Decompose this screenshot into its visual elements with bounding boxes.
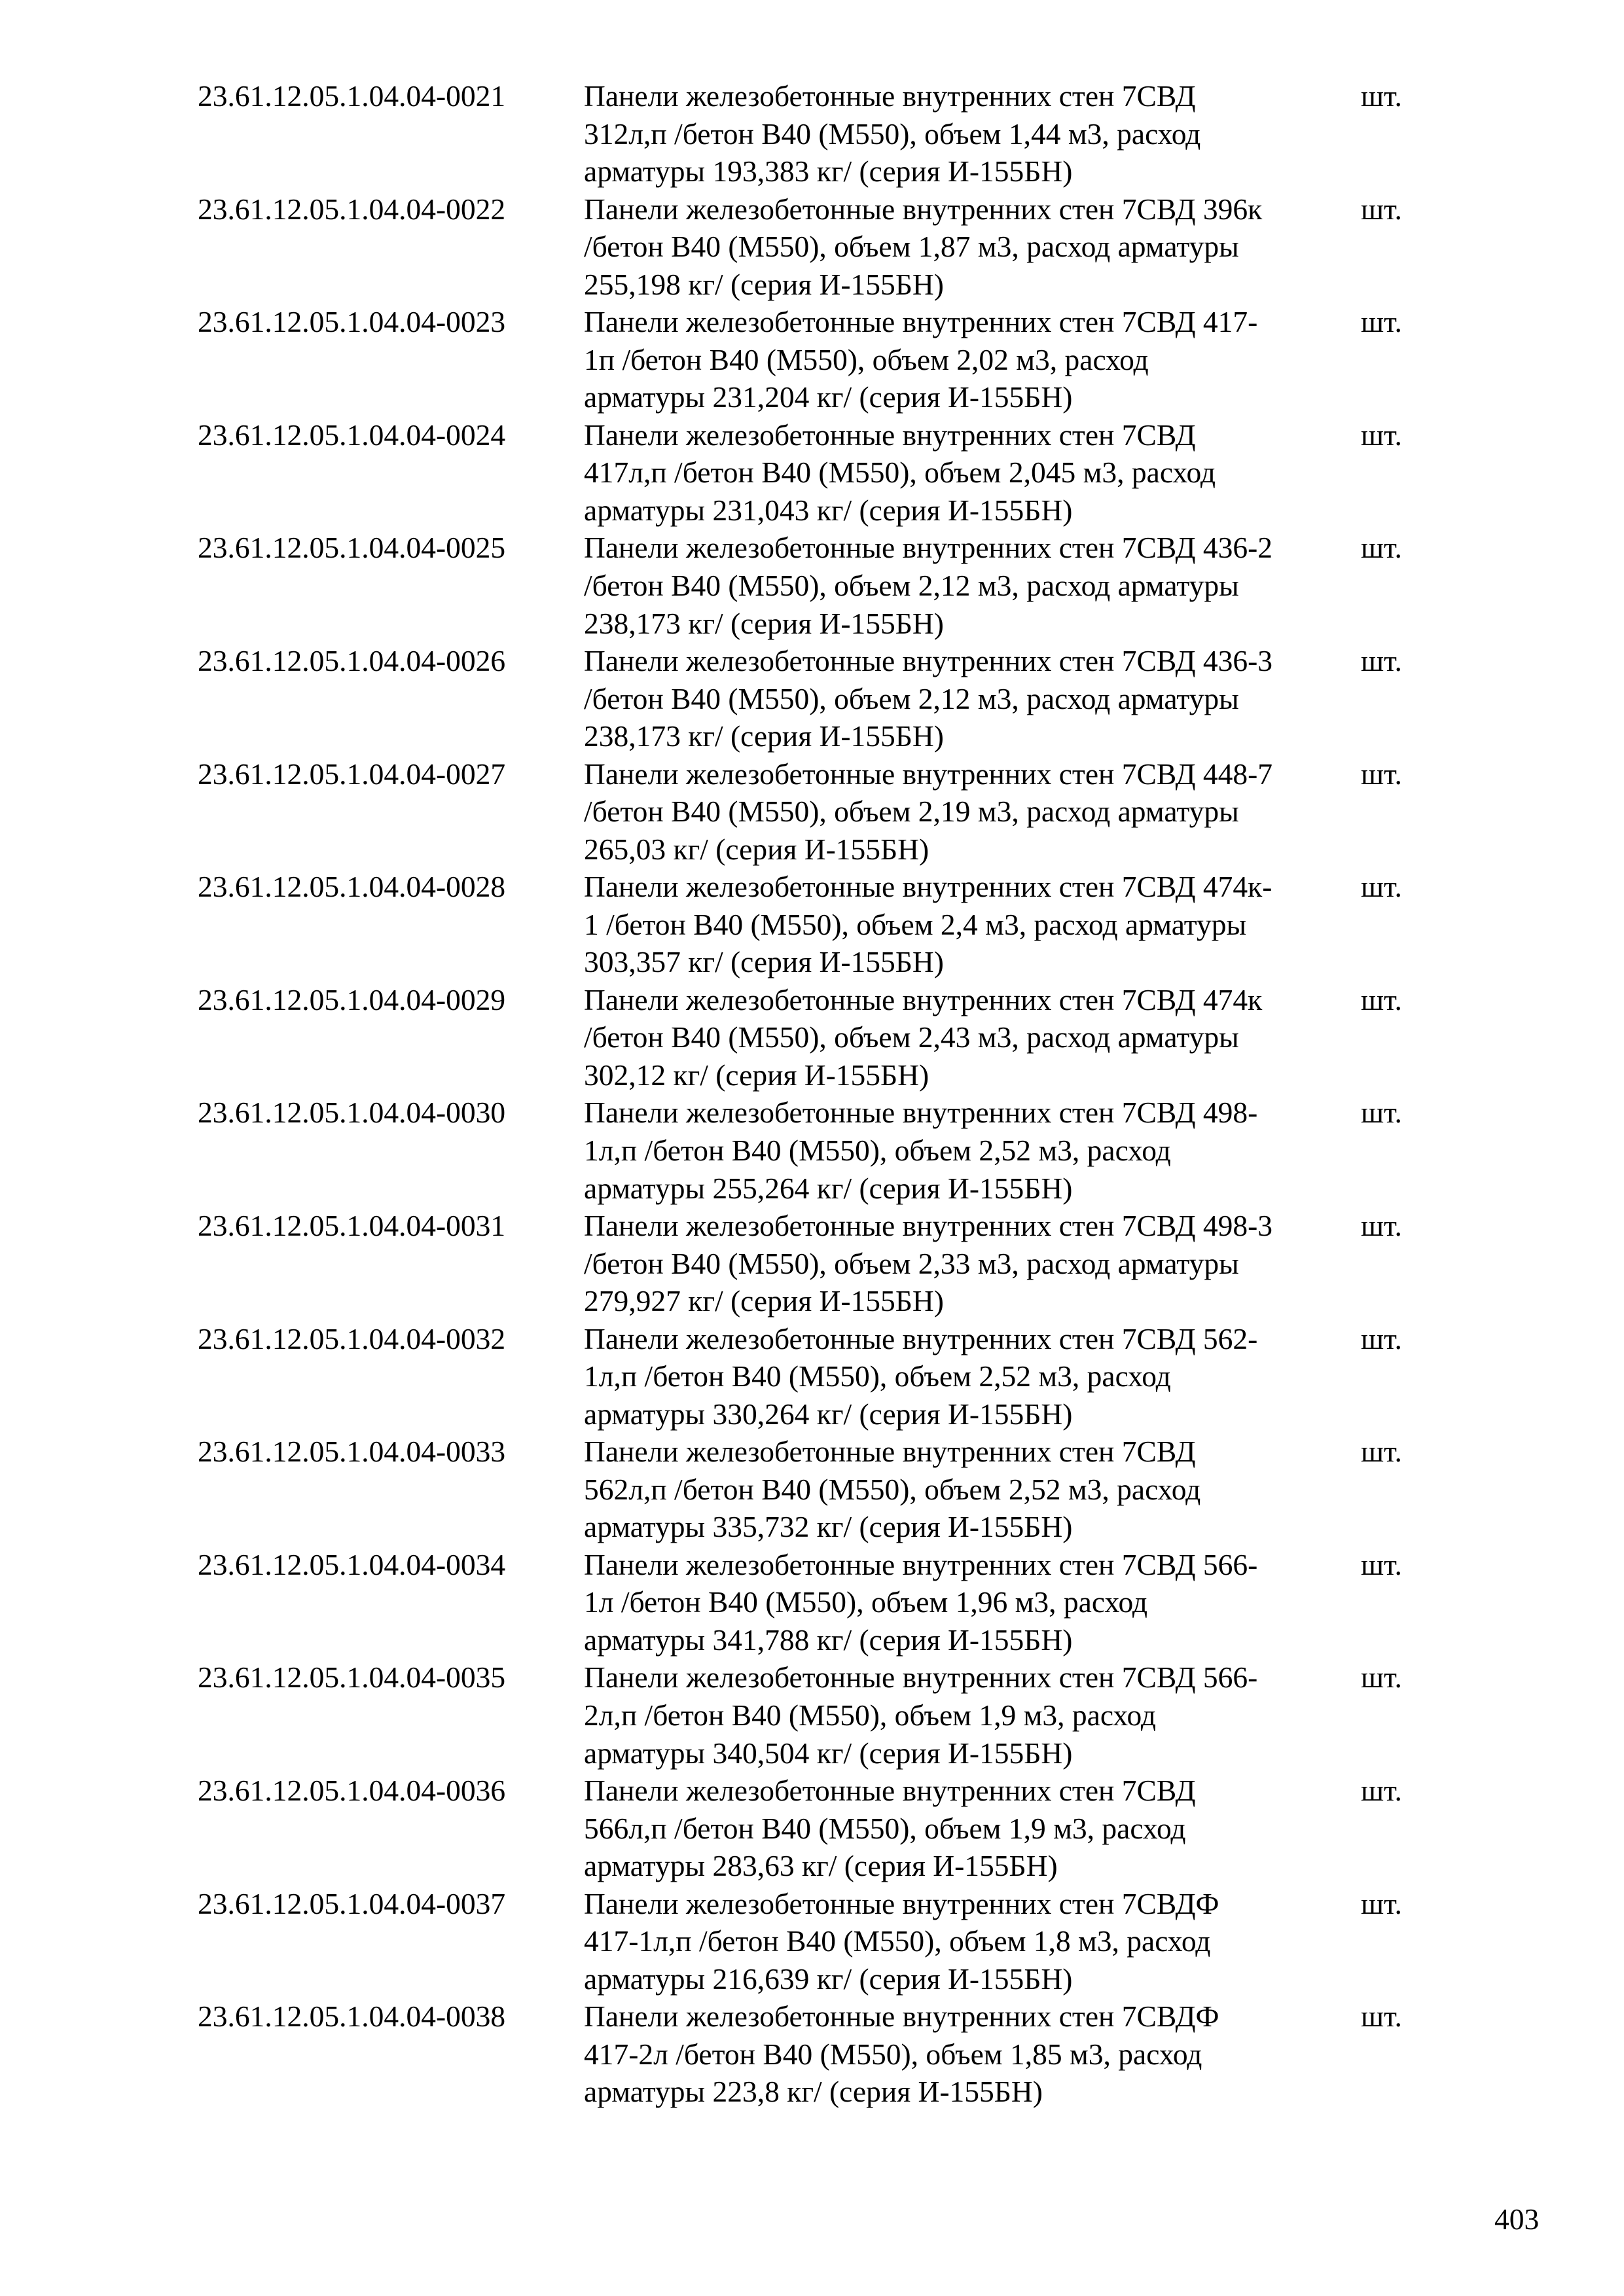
description-line: арматуры 283,63 кг/ (серия И-155БН) xyxy=(584,1849,1058,1883)
table-row xyxy=(0,981,1624,1094)
item-unit: шт. xyxy=(1361,982,1402,1016)
description-line: 2л,п /бетон В40 (М550), объем 1,9 м3, расход xyxy=(584,1698,1157,1732)
description-line: Панели железобетонные внутренних стен 7СВД 498-3 xyxy=(584,1208,1273,1242)
item-unit: шт. xyxy=(1361,643,1402,677)
item-description xyxy=(584,1546,1363,1659)
description-line: 1 /бетон В40 (М550), объем 2,4 м3, расход арматуры xyxy=(584,907,1247,941)
item-description xyxy=(584,981,1363,1094)
item-description xyxy=(584,77,1363,190)
description-line: арматуры 341,788 кг/ (серия И-155БН) xyxy=(584,1623,1073,1657)
item-description xyxy=(584,868,1363,981)
page-number: 403 xyxy=(1494,2202,1540,2236)
table-row xyxy=(0,1320,1624,1433)
description-line: 417-2л /бетон В40 (М550), объем 1,85 м3, расход xyxy=(584,2037,1202,2071)
item-description xyxy=(584,755,1363,869)
description-line: /бетон В40 (М550), объем 2,33 м3, расход арматуры xyxy=(584,1246,1239,1280)
description-line: Панели железобетонные внутренних стен 7СВД 436-2 xyxy=(584,531,1273,565)
item-code: 23.61.12.05.1.04.04-0035 xyxy=(198,1660,506,1695)
description-line: Панели железобетонные внутренних стен 7СВД 566- xyxy=(584,1547,1258,1581)
description-line: 417-1л,п /бетон В40 (М550), объем 1,8 м3, расход xyxy=(584,1924,1211,1958)
table-row xyxy=(0,303,1624,416)
table-row xyxy=(0,755,1624,869)
description-line: 238,173 кг/ (серия И-155БН) xyxy=(584,719,944,753)
description-line: арматуры 255,264 кг/ (серия И-155БН) xyxy=(584,1171,1073,1205)
description-line: /бетон В40 (М550), объем 2,43 м3, расход арматуры xyxy=(584,1020,1239,1054)
table-row xyxy=(0,1998,1624,2111)
description-line: Панели железобетонные внутренних стен 7СВД 448-7 xyxy=(584,757,1273,791)
description-line: /бетон В40 (М550), объем 2,12 м3, расход арматуры xyxy=(584,681,1239,715)
table-row xyxy=(0,190,1624,304)
table-row xyxy=(0,529,1624,642)
item-description xyxy=(584,1433,1363,1546)
item-description xyxy=(584,190,1363,304)
table-row xyxy=(0,77,1624,190)
description-line: Панели железобетонные внутренних стен 7СВДФ xyxy=(584,1886,1219,1920)
item-description xyxy=(584,642,1363,755)
item-unit: шт. xyxy=(1361,870,1402,904)
description-line: 303,357 кг/ (серия И-155БН) xyxy=(584,945,944,979)
description-line: 265,03 кг/ (серия И-155БН) xyxy=(584,832,929,866)
description-line: Панели железобетонные внутренних стен 7СВД 396к xyxy=(584,192,1263,226)
item-code: 23.61.12.05.1.04.04-0024 xyxy=(198,418,506,452)
item-description xyxy=(584,1094,1363,1207)
table-row xyxy=(0,416,1624,529)
description-line: арматуры 335,732 кг/ (серия И-155БН) xyxy=(584,1510,1073,1544)
description-line: /бетон В40 (М550), объем 1,87 м3, расход арматуры xyxy=(584,230,1239,264)
item-unit: шт. xyxy=(1361,1886,1402,1920)
item-code: 23.61.12.05.1.04.04-0033 xyxy=(198,1435,506,1469)
description-line: 279,927 кг/ (серия И-155БН) xyxy=(584,1284,944,1318)
item-description xyxy=(584,1998,1363,2111)
description-line: 255,198 кг/ (серия И-155БН) xyxy=(584,267,944,301)
item-unit: шт. xyxy=(1361,2000,1402,2034)
description-line: Панели железобетонные внутренних стен 7СВД 566- xyxy=(584,1660,1258,1695)
description-line: /бетон В40 (М550), объем 2,19 м3, расход арматуры xyxy=(584,795,1239,829)
item-unit: шт. xyxy=(1361,1660,1402,1695)
item-unit: шт. xyxy=(1361,418,1402,452)
table-row xyxy=(0,1094,1624,1207)
item-code: 23.61.12.05.1.04.04-0022 xyxy=(198,192,506,226)
description-line: Панели железобетонные внутренних стен 7СВД 474к xyxy=(584,982,1263,1016)
description-line: Панели железобетонные внутренних стен 7СВД 562- xyxy=(584,1321,1258,1355)
item-unit: шт. xyxy=(1361,79,1402,113)
description-line: 566л,п /бетон В40 (М550), объем 1,9 м3, расход xyxy=(584,1811,1186,1845)
table-row xyxy=(0,1433,1624,1546)
item-description xyxy=(584,1772,1363,1885)
table-row xyxy=(0,1546,1624,1659)
item-code: 23.61.12.05.1.04.04-0025 xyxy=(198,531,506,565)
item-unit: шт. xyxy=(1361,1321,1402,1355)
description-line: Панели железобетонные внутренних стен 7СВД 498- xyxy=(584,1096,1258,1130)
description-line: 562л,п /бетон В40 (М550), объем 2,52 м3, расход xyxy=(584,1472,1201,1506)
table-row xyxy=(0,1772,1624,1885)
item-unit: шт. xyxy=(1361,305,1402,339)
item-code: 23.61.12.05.1.04.04-0026 xyxy=(198,643,506,677)
description-line: 1л,п /бетон В40 (М550), объем 2,52 м3, расход xyxy=(584,1133,1171,1167)
item-description xyxy=(584,1885,1363,1998)
item-unit: шт. xyxy=(1361,1773,1402,1807)
description-line: арматуры 223,8 кг/ (серия И-155БН) xyxy=(584,2075,1043,2109)
item-description xyxy=(584,416,1363,529)
item-unit: шт. xyxy=(1361,1096,1402,1130)
description-line: арматуры 340,504 кг/ (серия И-155БН) xyxy=(584,1736,1073,1770)
table-row xyxy=(0,1207,1624,1320)
item-code: 23.61.12.05.1.04.04-0034 xyxy=(198,1547,506,1581)
description-line: Панели железобетонные внутренних стен 7СВД 436-3 xyxy=(584,643,1273,677)
item-description xyxy=(584,529,1363,642)
description-line: Панели железобетонные внутренних стен 7СВД 417- xyxy=(584,305,1258,339)
item-description xyxy=(584,1207,1363,1320)
description-line: 417л,п /бетон В40 (М550), объем 2,045 м3, расход xyxy=(584,456,1216,490)
item-unit: шт. xyxy=(1361,1435,1402,1469)
description-line: Панели железобетонные внутренних стен 7СВД xyxy=(584,79,1196,113)
table-row xyxy=(0,1659,1624,1772)
description-line: арматуры 231,043 кг/ (серия И-155БН) xyxy=(584,493,1073,527)
item-code: 23.61.12.05.1.04.04-0021 xyxy=(198,79,506,113)
description-line: Панели железобетонные внутренних стен 7СВД xyxy=(584,418,1196,452)
description-line: 1л,п /бетон В40 (М550), объем 2,52 м3, расход xyxy=(584,1359,1171,1393)
description-line: арматуры 330,264 кг/ (серия И-155БН) xyxy=(584,1397,1073,1431)
price-list-table xyxy=(0,77,1624,2111)
item-description xyxy=(584,1320,1363,1433)
item-description xyxy=(584,303,1363,416)
item-code: 23.61.12.05.1.04.04-0032 xyxy=(198,1321,506,1355)
table-row xyxy=(0,868,1624,981)
item-code: 23.61.12.05.1.04.04-0037 xyxy=(198,1886,506,1920)
item-unit: шт. xyxy=(1361,192,1402,226)
item-unit: шт. xyxy=(1361,757,1402,791)
description-line: 1п /бетон В40 (М550), объем 2,02 м3, расход xyxy=(584,342,1149,376)
description-line: 312л,п /бетон В40 (М550), объем 1,44 м3, расход xyxy=(584,117,1201,151)
description-line: арматуры 231,204 кг/ (серия И-155БН) xyxy=(584,380,1073,414)
description-line: /бетон В40 (М550), объем 2,12 м3, расход арматуры xyxy=(584,568,1239,602)
item-unit: шт. xyxy=(1361,1208,1402,1242)
description-line: Панели железобетонные внутренних стен 7СВДФ xyxy=(584,2000,1219,2034)
item-code: 23.61.12.05.1.04.04-0031 xyxy=(198,1208,506,1242)
item-code: 23.61.12.05.1.04.04-0027 xyxy=(198,757,506,791)
item-code: 23.61.12.05.1.04.04-0029 xyxy=(198,982,506,1016)
item-code: 23.61.12.05.1.04.04-0028 xyxy=(198,870,506,904)
table-row xyxy=(0,642,1624,755)
description-line: Панели железобетонные внутренних стен 7СВД 474к- xyxy=(584,870,1272,904)
item-code: 23.61.12.05.1.04.04-0030 xyxy=(198,1096,506,1130)
description-line: Панели железобетонные внутренних стен 7СВД xyxy=(584,1773,1196,1807)
item-description xyxy=(584,1659,1363,1772)
table-row xyxy=(0,1885,1624,1998)
description-line: 238,173 кг/ (серия И-155БН) xyxy=(584,606,944,640)
item-code: 23.61.12.05.1.04.04-0038 xyxy=(198,2000,506,2034)
description-line: 1л /бетон В40 (М550), объем 1,96 м3, расход xyxy=(584,1585,1148,1619)
description-line: 302,12 кг/ (серия И-155БН) xyxy=(584,1058,929,1092)
description-line: Панели железобетонные внутренних стен 7СВД xyxy=(584,1435,1196,1469)
item-code: 23.61.12.05.1.04.04-0036 xyxy=(198,1773,506,1807)
description-line: арматуры 216,639 кг/ (серия И-155БН) xyxy=(584,1962,1073,1996)
item-unit: шт. xyxy=(1361,1547,1402,1581)
item-unit: шт. xyxy=(1361,531,1402,565)
description-line: арматуры 193,383 кг/ (серия И-155БН) xyxy=(584,154,1073,188)
item-code: 23.61.12.05.1.04.04-0023 xyxy=(198,305,506,339)
